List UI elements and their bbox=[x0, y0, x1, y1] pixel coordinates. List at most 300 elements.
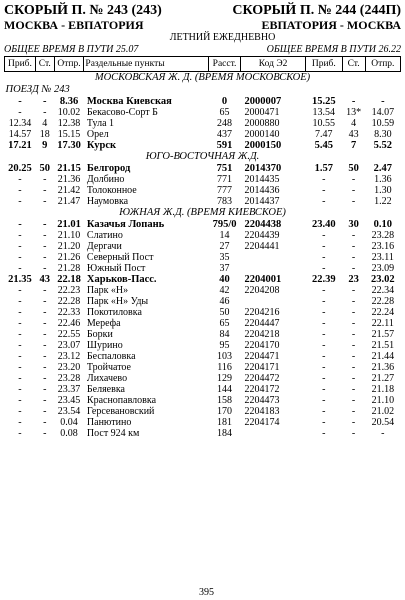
cell-arrival-return: - bbox=[322, 252, 326, 263]
railway-section-label: ЮГО-ВОСТОЧНАЯ Ж.Д. bbox=[145, 151, 260, 162]
cell-departure: 22.23 bbox=[57, 285, 81, 296]
cell-departure: 22.28 bbox=[57, 296, 81, 307]
cell-arrival-return: - bbox=[322, 428, 326, 439]
cell-distance: 591 bbox=[216, 140, 233, 151]
cell-departure: 23.12 bbox=[57, 351, 81, 362]
timetable-row bbox=[5, 241, 401, 252]
cell-stop: - bbox=[43, 340, 47, 351]
cell-stop: - bbox=[43, 351, 47, 362]
cell-arrival: - bbox=[18, 417, 22, 428]
cell-stop: - bbox=[43, 329, 47, 340]
cell-stop: - bbox=[43, 107, 47, 118]
cell-distance: 158 bbox=[217, 395, 233, 406]
cell-departure: 21.10 bbox=[57, 230, 81, 241]
cell-station: Краснопавловка bbox=[86, 395, 157, 406]
col-departure: Отпр. bbox=[54, 57, 84, 72]
timetable-row bbox=[5, 285, 401, 296]
cell-arrival-return: 7.47 bbox=[315, 129, 333, 140]
timetable-row bbox=[5, 340, 401, 351]
cell-distance: 46 bbox=[219, 296, 230, 307]
cell-departure-return: 23.09 bbox=[371, 263, 395, 274]
cell-arrival-return: - bbox=[322, 329, 326, 340]
cell-arrival: - bbox=[18, 219, 22, 230]
timetable-row bbox=[5, 219, 401, 230]
train-note-row bbox=[5, 84, 401, 96]
cell-station: Наумовка bbox=[86, 196, 129, 207]
cell-stop: - bbox=[43, 230, 47, 241]
cell-stop-return: - bbox=[351, 174, 356, 185]
cell-stop-return: - bbox=[351, 230, 356, 241]
cell-distance: 65 bbox=[219, 107, 230, 118]
cell-distance: 65 bbox=[219, 318, 230, 329]
cell-station: Беспаловка bbox=[86, 351, 136, 362]
right-total-time: ОБЩЕЕ ВРЕМЯ В ПУТИ 26.22 bbox=[266, 44, 401, 55]
cell-stop: - bbox=[43, 417, 47, 428]
col-arrival-return: Приб. bbox=[306, 57, 342, 72]
cell-arrival-return: - bbox=[322, 263, 326, 274]
timetable-row bbox=[5, 428, 401, 439]
cell-station: Орел bbox=[86, 129, 109, 140]
col-stop-return: Ст. bbox=[342, 57, 365, 72]
cell-stop: - bbox=[43, 241, 47, 252]
timetable-row bbox=[5, 373, 401, 384]
cell-departure: 0.08 bbox=[60, 428, 78, 439]
cell-distance: 170 bbox=[217, 406, 233, 417]
timetable-page bbox=[4, 3, 401, 598]
cell-arrival: - bbox=[18, 185, 22, 196]
cell-stop-return: - bbox=[351, 373, 356, 384]
cell-departure-return: 21.44 bbox=[371, 351, 395, 362]
cell-arrival: - bbox=[18, 351, 22, 362]
cell-arrival-return: - bbox=[322, 417, 326, 428]
timetable-row bbox=[5, 263, 401, 274]
cell-code bbox=[241, 296, 306, 307]
cell-station: Тула 1 bbox=[86, 118, 115, 129]
cell-stop-return: - bbox=[351, 329, 356, 340]
cell-stop: - bbox=[43, 373, 47, 384]
page-number: 395 bbox=[199, 587, 214, 598]
cell-code: 2204438 bbox=[244, 219, 282, 230]
cell-departure-return: 21.36 bbox=[371, 362, 395, 373]
cell-arrival: - bbox=[18, 230, 22, 241]
cell-station: Курск bbox=[86, 140, 117, 151]
railway-section-row bbox=[5, 207, 401, 219]
cell-stop: - bbox=[43, 285, 47, 296]
cell-arrival-return: 1.57 bbox=[314, 163, 333, 174]
cell-station: Слатино bbox=[86, 230, 123, 241]
cell-departure-return: 0.10 bbox=[373, 219, 393, 230]
cell-arrival-return: - bbox=[322, 285, 326, 296]
cell-arrival: - bbox=[18, 373, 22, 384]
timetable-row bbox=[5, 163, 401, 174]
cell-stop-return: - bbox=[351, 296, 356, 307]
timetable-row bbox=[5, 196, 401, 207]
schedule-note: ЛЕТНИЙ ЕЖЕДНЕВНО bbox=[169, 32, 276, 43]
cell-arrival-return: - bbox=[322, 230, 326, 241]
cell-arrival: - bbox=[18, 340, 22, 351]
timetable-row bbox=[5, 406, 401, 417]
cell-code: 2014435 bbox=[244, 174, 280, 185]
cell-code: 2014436 bbox=[244, 185, 280, 196]
cell-code: 2014437 bbox=[244, 196, 280, 207]
cell-stop-return: 23 bbox=[348, 274, 359, 285]
cell-departure-return: 23.02 bbox=[371, 274, 395, 285]
cell-distance: 14 bbox=[219, 230, 230, 241]
cell-arrival: - bbox=[18, 384, 22, 395]
cell-arrival-return: - bbox=[322, 196, 326, 207]
cell-departure-return: 22.34 bbox=[371, 285, 395, 296]
col-distance: Расст. bbox=[209, 57, 241, 72]
cell-code bbox=[241, 428, 306, 439]
cell-code: 2204172 bbox=[244, 384, 280, 395]
cell-departure-return: 23.11 bbox=[371, 252, 394, 263]
timetable-row bbox=[5, 96, 401, 107]
cell-arrival-return: - bbox=[322, 174, 326, 185]
cell-arrival: - bbox=[18, 318, 22, 329]
cell-arrival-return: - bbox=[322, 351, 326, 362]
cell-arrival: - bbox=[18, 107, 22, 118]
cell-arrival: - bbox=[18, 296, 22, 307]
cell-code bbox=[241, 252, 306, 263]
cell-stop: - bbox=[43, 362, 47, 373]
cell-arrival-return: - bbox=[322, 373, 326, 384]
cell-departure-return: 21.18 bbox=[371, 384, 395, 395]
cell-arrival-return: 22.39 bbox=[311, 274, 336, 285]
cell-code: 2204439 bbox=[244, 230, 280, 241]
col-stop: Ст. bbox=[35, 57, 54, 72]
cell-distance: 129 bbox=[217, 373, 233, 384]
cell-code: 2204183 bbox=[244, 406, 280, 417]
cell-stop: - bbox=[43, 252, 47, 263]
cell-distance: 144 bbox=[217, 384, 233, 395]
cell-arrival-return: - bbox=[322, 384, 326, 395]
cell-stop: - bbox=[43, 307, 47, 318]
cell-arrival: - bbox=[18, 428, 22, 439]
timetable-row bbox=[5, 417, 401, 428]
cell-departure-return: 23.16 bbox=[371, 241, 395, 252]
cell-departure-return: 21.10 bbox=[371, 395, 395, 406]
cell-stop-return: 13* bbox=[346, 107, 362, 118]
cell-distance: 95 bbox=[219, 340, 230, 351]
cell-departure-return: 22.28 bbox=[371, 296, 395, 307]
cell-stop-return: - bbox=[351, 252, 356, 263]
cell-code: 2000140 bbox=[244, 129, 280, 140]
cell-arrival-return: - bbox=[322, 307, 326, 318]
cell-arrival-return: - bbox=[322, 241, 326, 252]
cell-stop-return: - bbox=[351, 263, 356, 274]
cell-arrival-return: 5.45 bbox=[314, 140, 333, 151]
cell-station: Лихачево bbox=[86, 373, 128, 384]
cell-station: Парк «Н» Уды bbox=[86, 296, 149, 307]
cell-stop-return: - bbox=[351, 307, 356, 318]
cell-station: Долбино bbox=[86, 174, 125, 185]
cell-departure-return: 10.59 bbox=[371, 118, 395, 129]
timetable-row bbox=[5, 118, 401, 129]
cell-stop: - bbox=[43, 185, 47, 196]
left-total-time: ОБЩЕЕ ВРЕМЯ В ПУТИ 25.07 bbox=[4, 44, 139, 55]
cell-stop: 4 bbox=[42, 118, 48, 129]
cell-departure: 21.01 bbox=[57, 219, 81, 230]
cell-departure: 0.04 bbox=[60, 417, 78, 428]
cell-code: 2204472 bbox=[244, 373, 280, 384]
cell-departure: 22.46 bbox=[57, 318, 81, 329]
cell-distance: 40 bbox=[219, 274, 230, 285]
cell-departure-return: 1.22 bbox=[374, 196, 392, 207]
cell-code: 2204471 bbox=[244, 351, 280, 362]
left-train-title: СКОРЫЙ П. № 243 (243) bbox=[4, 3, 162, 18]
cell-stop: - bbox=[43, 428, 47, 439]
cell-station: Казачья Лопань bbox=[86, 219, 165, 230]
cell-distance: 771 bbox=[217, 174, 233, 185]
cell-departure-return: 22.11 bbox=[371, 318, 394, 329]
cell-distance: 27 bbox=[219, 241, 230, 252]
header-titles bbox=[4, 3, 401, 19]
cell-arrival-return: - bbox=[322, 362, 326, 373]
cell-departure: 8.36 bbox=[59, 96, 79, 107]
cell-distance: 37 bbox=[219, 263, 230, 274]
cell-arrival: 12.34 bbox=[8, 118, 32, 129]
cell-distance: 437 bbox=[217, 129, 233, 140]
cell-stop: - bbox=[43, 406, 47, 417]
cell-code: 2000880 bbox=[244, 118, 280, 129]
cell-station: Беляевка bbox=[86, 384, 125, 395]
cell-departure-return: 21.57 bbox=[371, 329, 395, 340]
train-note-label: ПОЕЗД № 243 bbox=[5, 84, 70, 95]
cell-arrival-return: - bbox=[322, 406, 326, 417]
cell-station: Москва Киевская bbox=[86, 96, 172, 107]
cell-station: Дергачи bbox=[86, 241, 122, 252]
cell-arrival: - bbox=[18, 395, 22, 406]
cell-departure-return: 1.30 bbox=[374, 185, 392, 196]
cell-arrival: 17.21 bbox=[8, 140, 32, 151]
cell-arrival-return: - bbox=[322, 340, 326, 351]
timetable-body bbox=[5, 72, 401, 440]
cell-stop-return: 4 bbox=[351, 118, 357, 129]
cell-stop-return: - bbox=[351, 362, 356, 373]
cell-code: 2204447 bbox=[244, 318, 280, 329]
cell-station: Шурино bbox=[86, 340, 123, 351]
cell-station: Южный Пост bbox=[86, 263, 146, 274]
cell-code: 2204208 bbox=[244, 285, 280, 296]
col-code: Код Э2 bbox=[241, 57, 306, 72]
cell-code: 2014370 bbox=[244, 163, 282, 174]
cell-distance: 84 bbox=[219, 329, 230, 340]
cell-arrival: - bbox=[18, 252, 22, 263]
cell-distance: 35 bbox=[219, 252, 230, 263]
cell-station: Герсевановский bbox=[86, 406, 155, 417]
cell-stop: - bbox=[43, 296, 47, 307]
cell-distance: 751 bbox=[216, 163, 233, 174]
cell-distance: 50 bbox=[219, 307, 230, 318]
cell-departure: 23.37 bbox=[57, 384, 81, 395]
timetable-row bbox=[5, 140, 401, 151]
timetable-row bbox=[5, 129, 401, 140]
cell-stop-return: - bbox=[351, 185, 356, 196]
cell-departure: 21.20 bbox=[57, 241, 81, 252]
timetable-row bbox=[5, 362, 401, 373]
cell-stop-return: - bbox=[351, 96, 356, 107]
timetable-row bbox=[5, 395, 401, 406]
cell-arrival: - bbox=[18, 285, 22, 296]
cell-departure: 12.38 bbox=[57, 118, 81, 129]
cell-departure-return: 21.27 bbox=[371, 373, 395, 384]
cell-stop: 50 bbox=[39, 163, 50, 174]
timetable-row bbox=[5, 107, 401, 118]
cell-stop-return: - bbox=[351, 395, 356, 406]
cell-stop: - bbox=[43, 263, 47, 274]
timetable-row bbox=[5, 185, 401, 196]
cell-stop-return: - bbox=[351, 196, 356, 207]
railway-section-row bbox=[5, 151, 401, 163]
cell-code: 2204171 bbox=[244, 362, 280, 373]
cell-code bbox=[241, 263, 306, 274]
cell-departure: 23.20 bbox=[57, 362, 81, 373]
cell-stop: 43 bbox=[39, 274, 50, 285]
cell-arrival: - bbox=[18, 174, 22, 185]
cell-code: 2204473 bbox=[244, 395, 280, 406]
cell-station: Покотиловка bbox=[86, 307, 142, 318]
cell-stop-return: 7 bbox=[350, 140, 357, 151]
timetable-row bbox=[5, 329, 401, 340]
cell-departure-return: - bbox=[381, 96, 385, 107]
cell-station: Пост 924 км bbox=[86, 428, 140, 439]
cell-arrival-return: 15.25 bbox=[311, 96, 336, 107]
railway-section-label: ЮЖНАЯ Ж.Д. (ВРЕМЯ КИЕВСКОЕ) bbox=[119, 207, 286, 218]
timetable-row bbox=[5, 274, 401, 285]
cell-distance: 248 bbox=[217, 118, 233, 129]
right-route: ЕВПАТОРИЯ - МОСКВА bbox=[261, 18, 401, 32]
cell-arrival: - bbox=[18, 241, 22, 252]
cell-distance: 0 bbox=[221, 96, 228, 107]
cell-stop-return: - bbox=[351, 428, 356, 439]
cell-code: 2000471 bbox=[244, 107, 280, 118]
col-departure-return: Отпр. bbox=[365, 57, 400, 72]
cell-stop-return: - bbox=[351, 417, 356, 428]
cell-distance: 777 bbox=[217, 185, 233, 196]
cell-distance: 783 bbox=[217, 196, 233, 207]
cell-stop: - bbox=[43, 196, 47, 207]
cell-stop-return: - bbox=[351, 384, 356, 395]
column-header-row bbox=[5, 57, 401, 72]
cell-departure: 22.18 bbox=[57, 274, 81, 285]
cell-arrival-return: - bbox=[322, 395, 326, 406]
col-arrival: Приб. bbox=[5, 57, 36, 72]
timetable-row bbox=[5, 252, 401, 263]
cell-stop: - bbox=[43, 384, 47, 395]
cell-code: 2000007 bbox=[244, 96, 282, 107]
cell-stop-return: - bbox=[351, 285, 356, 296]
cell-departure: 22.55 bbox=[57, 329, 81, 340]
cell-departure: 23.45 bbox=[57, 395, 81, 406]
timetable-row bbox=[5, 230, 401, 241]
col-station: Раздельные пункты bbox=[84, 57, 209, 72]
cell-station: Борки bbox=[86, 329, 113, 340]
cell-departure: 17.30 bbox=[57, 140, 81, 151]
cell-departure-return: - bbox=[381, 428, 385, 439]
timetable-row bbox=[5, 296, 401, 307]
cell-stop-return: - bbox=[351, 351, 356, 362]
cell-arrival: - bbox=[18, 329, 22, 340]
cell-stop-return: 43 bbox=[348, 129, 359, 140]
cell-arrival-return: 23.40 bbox=[311, 219, 336, 230]
cell-stop: - bbox=[43, 174, 47, 185]
cell-departure: 23.54 bbox=[57, 406, 81, 417]
cell-departure-return: 2.47 bbox=[373, 163, 393, 174]
cell-stop-return: - bbox=[351, 340, 356, 351]
right-train-title: СКОРЫЙ П. № 244 (244П) bbox=[232, 3, 401, 18]
cell-stop-return: 30 bbox=[348, 219, 359, 230]
cell-arrival: - bbox=[18, 263, 22, 274]
cell-stop: - bbox=[43, 318, 47, 329]
timetable-row bbox=[5, 318, 401, 329]
cell-station: Толоконное bbox=[86, 185, 137, 196]
cell-code: 2000150 bbox=[244, 140, 282, 151]
cell-station: Бекасово-Сорт Б bbox=[86, 107, 158, 118]
cell-arrival: 21.35 bbox=[8, 274, 32, 285]
cell-code: 2204441 bbox=[244, 241, 280, 252]
header-routes bbox=[4, 19, 401, 32]
cell-departure: 22.33 bbox=[57, 307, 81, 318]
cell-stop: 9 bbox=[42, 140, 48, 151]
timetable-row bbox=[5, 174, 401, 185]
cell-station: Мерефа bbox=[86, 318, 121, 329]
cell-station: Тройчатое bbox=[86, 362, 131, 373]
cell-stop: - bbox=[43, 395, 47, 406]
header-totals bbox=[4, 44, 401, 56]
cell-station: Белгород bbox=[86, 163, 131, 174]
cell-arrival: 20.25 bbox=[8, 163, 32, 174]
cell-distance: 181 bbox=[217, 417, 233, 428]
cell-departure: 21.47 bbox=[57, 196, 81, 207]
cell-departure: 21.36 bbox=[57, 174, 81, 185]
cell-departure-return: 21.51 bbox=[371, 340, 395, 351]
cell-stop-return: - bbox=[351, 406, 356, 417]
timetable-row bbox=[5, 351, 401, 362]
cell-code: 2204218 bbox=[244, 329, 280, 340]
cell-arrival: 14.57 bbox=[8, 129, 32, 140]
cell-departure: 23.28 bbox=[57, 373, 81, 384]
cell-arrival-return: 10.55 bbox=[312, 118, 336, 129]
cell-stop: - bbox=[43, 96, 47, 107]
cell-arrival: - bbox=[18, 96, 22, 107]
cell-stop-return: - bbox=[351, 318, 356, 329]
cell-arrival-return: - bbox=[322, 296, 326, 307]
timetable-row bbox=[5, 307, 401, 318]
cell-departure-return: 5.52 bbox=[373, 140, 393, 151]
cell-station: Панютино bbox=[86, 417, 132, 428]
timetable-row bbox=[5, 384, 401, 395]
cell-code: 2204170 bbox=[244, 340, 280, 351]
cell-arrival: - bbox=[18, 196, 22, 207]
cell-distance: 795/0 bbox=[212, 219, 237, 230]
cell-departure: 21.26 bbox=[57, 252, 81, 263]
cell-distance: 184 bbox=[217, 428, 233, 439]
cell-departure: 21.28 bbox=[57, 263, 81, 274]
left-route: МОСКВА - ЕВПАТОРИЯ bbox=[4, 18, 144, 32]
cell-code: 2204174 bbox=[244, 417, 280, 428]
cell-departure: 15.15 bbox=[57, 129, 81, 140]
cell-arrival: - bbox=[18, 307, 22, 318]
cell-departure-return: 21.02 bbox=[371, 406, 395, 417]
cell-departure-return: 23.28 bbox=[371, 230, 395, 241]
cell-distance: 103 bbox=[217, 351, 233, 362]
cell-departure: 23.07 bbox=[57, 340, 81, 351]
cell-stop: 18 bbox=[39, 129, 50, 140]
cell-stop-return: 50 bbox=[348, 163, 359, 174]
cell-arrival: - bbox=[18, 406, 22, 417]
cell-code: 2204216 bbox=[244, 307, 280, 318]
cell-arrival-return: - bbox=[322, 185, 326, 196]
